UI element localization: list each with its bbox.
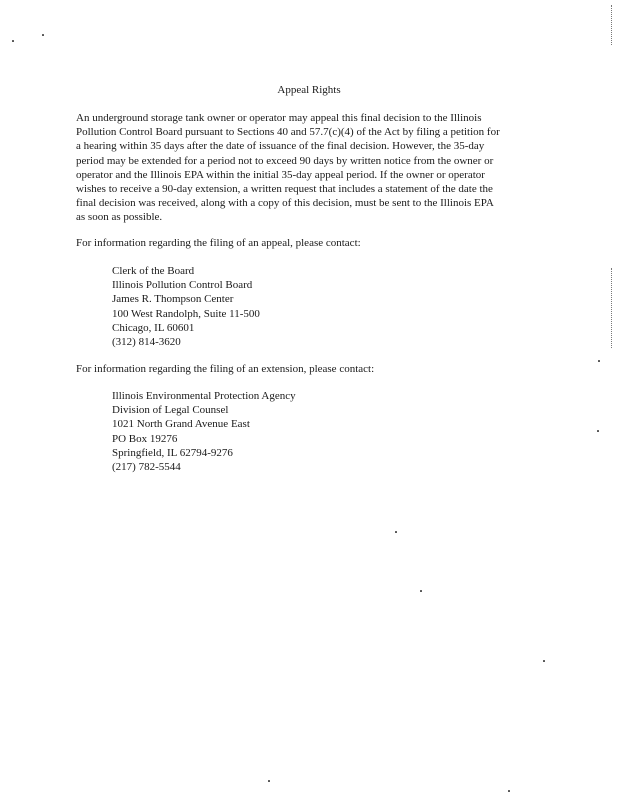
board-address-block bbox=[112, 264, 260, 349]
appeal-rights-paragraph bbox=[76, 111, 552, 225]
scan-speck bbox=[12, 40, 14, 42]
paragraph-line: a hearing within 35 days after the date of issuance of the final decision. However, the 35-day bbox=[76, 140, 485, 153]
scan-speck bbox=[42, 34, 44, 36]
scan-speck bbox=[395, 531, 397, 533]
paragraph-line: as soon as possible. bbox=[76, 211, 163, 224]
address-line: (217) 782-5544 bbox=[112, 461, 181, 474]
paragraph-line: operator and the Illinois EPA within the initial 35-day appeal period. If the owner or operator bbox=[76, 168, 485, 181]
address-line: Chicago, IL 60601 bbox=[112, 321, 195, 334]
scan-edge-dots bbox=[611, 5, 613, 45]
scan-speck bbox=[508, 790, 510, 792]
scan-speck bbox=[598, 360, 600, 362]
appeal-contact-intro: For information regarding the filing of an appeal, please contact: bbox=[76, 237, 361, 249]
address-line: Illinois Pollution Control Board bbox=[112, 279, 253, 292]
address-line: Clerk of the Board bbox=[112, 265, 195, 277]
paragraph-line: period may be extended for a period not to exceed 90 days by written notice from the owner or bbox=[76, 154, 494, 167]
epa-address-block bbox=[112, 389, 296, 474]
paragraph-line: An underground storage tank owner or operator may appeal this final decision to the Illinois bbox=[76, 112, 482, 124]
scan-speck bbox=[543, 660, 545, 662]
paragraph-line: wishes to receive a 90-day extension, a written request that includes a statement of the date the bbox=[76, 183, 493, 196]
address-line: Springfield, IL 62794-9276 bbox=[112, 446, 233, 459]
address-line: Division of Legal Counsel bbox=[112, 404, 229, 417]
extension-contact-intro: For information regarding the filing of an extension, please contact: bbox=[76, 363, 375, 375]
scan-edge-dots bbox=[611, 268, 613, 348]
paragraph-line: final decision was received, along with a copy of this decision, must be sent to the Illinois EPA bbox=[76, 197, 494, 210]
scan-speck bbox=[597, 430, 599, 432]
address-line: 100 West Randolph, Suite 11-500 bbox=[112, 307, 260, 320]
page-title: Appeal Rights bbox=[277, 84, 341, 96]
scan-speck bbox=[268, 780, 270, 782]
address-line: (312) 814-3620 bbox=[112, 336, 181, 349]
paragraph-line: Pollution Control Board pursuant to Sections 40 and 57.7(c)(4) of the Act by filing a petition for bbox=[76, 126, 500, 139]
address-line: PO Box 19276 bbox=[112, 432, 178, 445]
address-line: Illinois Environmental Protection Agency bbox=[112, 390, 296, 402]
scan-speck bbox=[420, 590, 422, 592]
address-line: 1021 North Grand Avenue East bbox=[112, 418, 250, 431]
address-line: James R. Thompson Center bbox=[112, 293, 234, 306]
